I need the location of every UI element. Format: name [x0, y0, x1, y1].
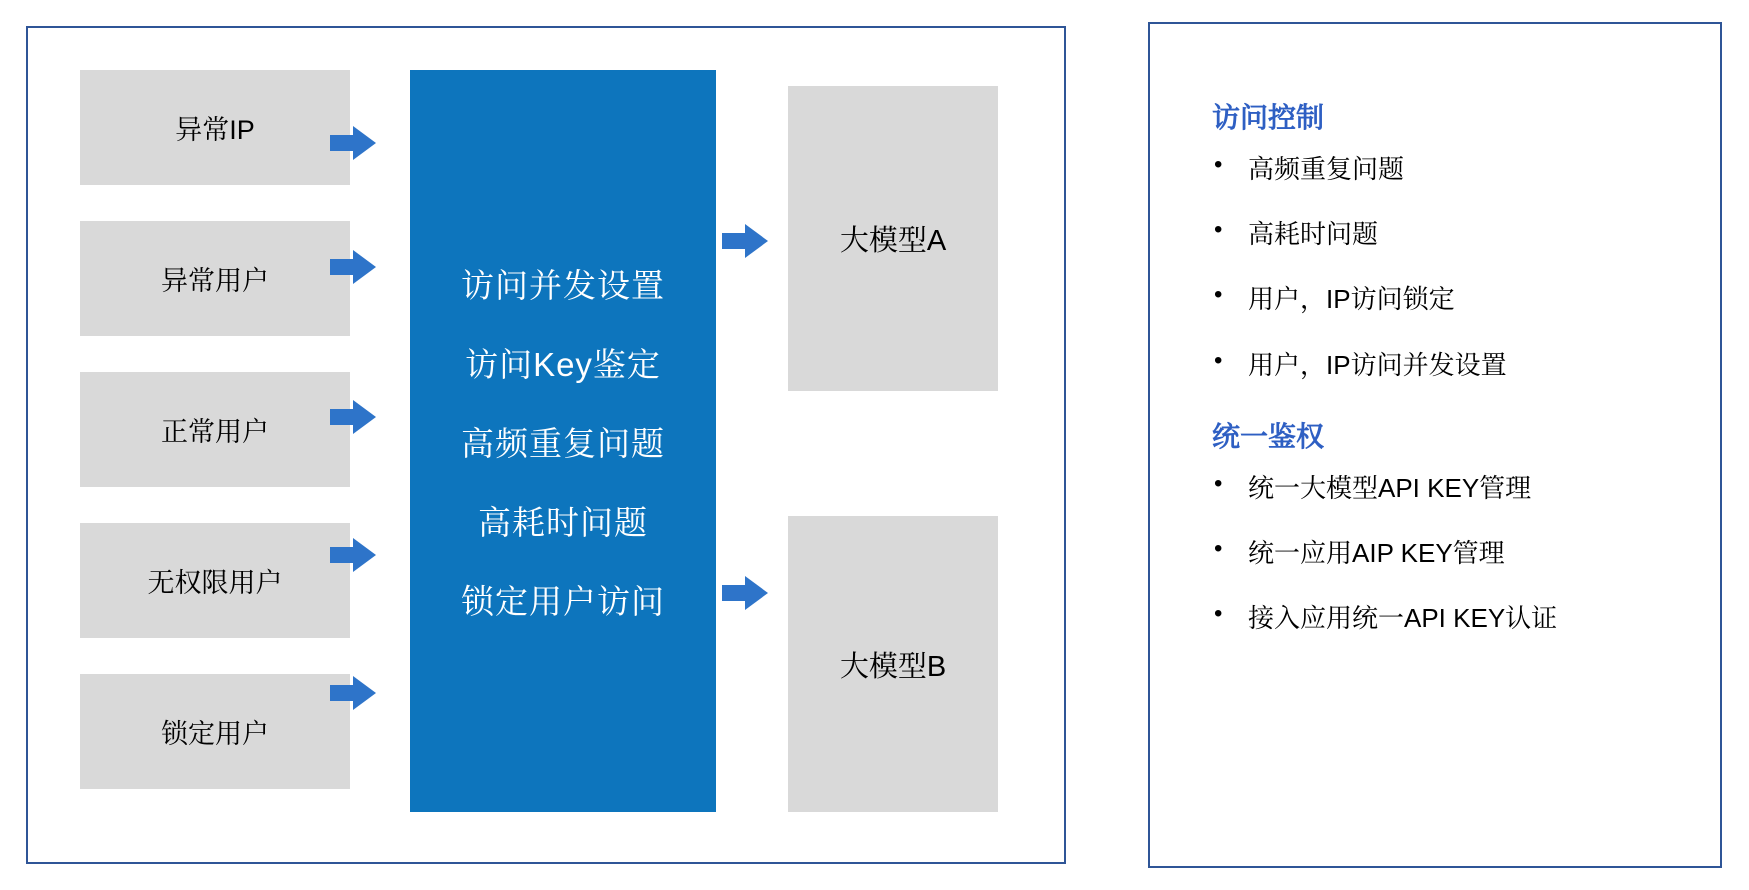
source-box-normal-user: [80, 372, 350, 487]
source-label: 锁定用户: [161, 719, 269, 749]
arrow-right-icon: [330, 126, 376, 160]
feature-list-panel: [1148, 22, 1722, 868]
target-label: 大模型B: [839, 650, 947, 683]
arrow-right-icon: [722, 576, 768, 610]
gateway-line: 高耗时问题: [478, 503, 648, 541]
source-box-abnormal-user: [80, 221, 350, 336]
gateway-box: [410, 70, 716, 812]
target-box-model-b: [788, 516, 998, 812]
source-box-abnormal-ip: [80, 70, 350, 185]
gateway-line: 锁定用户访问: [461, 582, 665, 620]
arrow-right-icon: [330, 250, 376, 284]
list-item: • 用户，IP访问并发设置: [1190, 350, 1680, 381]
access-control-list: [1190, 154, 1680, 381]
target-label: 大模型A: [839, 225, 947, 257]
arrow-right-icon: [330, 538, 376, 572]
source-label: 异常IP: [175, 115, 255, 145]
section-title-unified-auth: 统一鉴权: [1212, 420, 1325, 452]
gateway-line: 高频重复问题: [461, 424, 665, 462]
section-title-access-control: 访问控制: [1212, 102, 1325, 133]
source-label: 正常用户: [161, 417, 269, 447]
list-item: • 用户，IP访问锁定: [1190, 284, 1680, 315]
list-item: • 统一应用AIP KEY管理: [1190, 538, 1680, 569]
source-label: 异常用户: [161, 266, 269, 296]
unified-auth-list: [1190, 473, 1680, 635]
source-label: 无权限用户: [147, 568, 283, 598]
gateway-line: 访问Key鉴定: [465, 345, 661, 383]
list-item: • 统一大模型API KEY管理: [1190, 473, 1680, 504]
list-item: • 接入应用统一API KEY认证: [1190, 603, 1680, 634]
list-item: • 高耗时问题: [1190, 219, 1680, 250]
arrow-right-icon: [722, 224, 768, 258]
gateway-line: 访问并发设置: [461, 266, 665, 304]
architecture-diagram-panel: [26, 26, 1066, 864]
arrow-right-icon: [330, 676, 376, 710]
target-box-model-a: [788, 86, 998, 391]
source-column: [80, 70, 350, 825]
list-item: • 高频重复问题: [1190, 154, 1680, 185]
source-box-locked-user: [80, 674, 350, 789]
source-box-unauthorized-user: [80, 523, 350, 638]
arrow-right-icon: [330, 400, 376, 434]
